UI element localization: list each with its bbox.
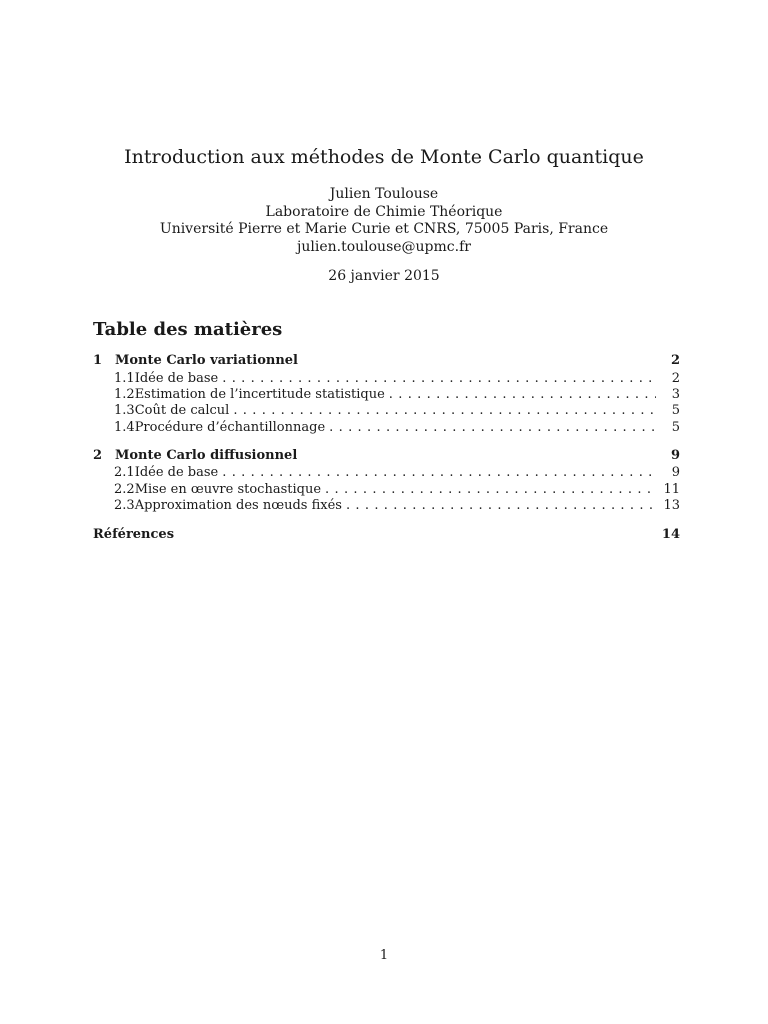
toc-subsection-2-2[interactable] — [93, 482, 680, 499]
toc-subsection-1-3[interactable] — [93, 403, 680, 420]
document-title: Introduction aux méthodes de Monte Carlo quantique — [124, 146, 644, 168]
toc-page-number: 5 — [671, 420, 680, 435]
toc-dot-leader — [325, 482, 656, 497]
toc-subsection-label: Mise en œuvre stochastique — [134, 482, 322, 497]
toc-page-number: 2 — [671, 371, 680, 386]
toc-subsection-label: Estimation de l’incertitude statistique — [134, 387, 385, 402]
toc-subsection-2-3[interactable] — [93, 498, 680, 515]
toc-page-number: 11 — [663, 482, 680, 497]
toc-references-label: Références — [93, 527, 175, 542]
toc-section-1[interactable] — [93, 353, 680, 370]
toc-heading: Table des matières — [93, 319, 283, 340]
toc-page-number: 3 — [671, 387, 680, 402]
toc-page-number: 13 — [663, 498, 680, 513]
toc-subsection-number: 1.4 — [114, 420, 135, 435]
author-email: julien.toulouse@upmc.fr — [297, 238, 471, 255]
toc-subsection-2-1[interactable] — [93, 465, 680, 482]
toc-subsection-label: Procédure d’échantillonnage — [134, 420, 326, 435]
toc-subsection-label: Idée de base — [134, 465, 219, 480]
toc-subsection-1-1[interactable] — [93, 371, 680, 388]
toc-page-number: 14 — [661, 527, 680, 542]
toc-dot-leader — [389, 387, 656, 402]
author-university: Université Pierre et Marie Curie et CNRS, 75005 Paris, France — [159, 221, 609, 237]
toc-references[interactable] — [93, 527, 680, 544]
toc-subsection-label: Idée de base — [134, 371, 219, 386]
toc-subsection-number: 2.1 — [114, 465, 135, 480]
toc-dot-leader — [222, 465, 656, 480]
toc-dot-leader — [329, 420, 656, 435]
toc-subsection-number: 2.2 — [114, 482, 135, 497]
toc-page-number: 2 — [670, 353, 680, 368]
toc-page-number: 5 — [671, 403, 680, 418]
toc-section-label: Monte Carlo variationnel — [115, 353, 298, 368]
toc-subsection-number: 2.3 — [114, 498, 135, 513]
toc-subsection-1-4[interactable] — [93, 420, 680, 437]
author-block — [0, 186, 768, 256]
toc-section-number: 1 — [93, 353, 103, 368]
document-date: 26 janvier 2015 — [328, 268, 440, 284]
toc-subsection-1-2[interactable] — [93, 387, 680, 404]
toc-section-number: 2 — [93, 448, 103, 463]
toc-subsection-number: 1.2 — [114, 387, 135, 402]
author-lab: Laboratoire de Chimie Théorique — [265, 203, 503, 220]
toc-subsection-number: 1.1 — [114, 371, 135, 386]
toc-dot-leader — [222, 371, 656, 386]
toc-page-number: 9 — [670, 448, 680, 463]
toc-section-2[interactable] — [93, 448, 680, 465]
toc-subsection-label: Coût de calcul — [134, 403, 230, 418]
toc-subsection-label: Approximation des nœuds fixés — [134, 498, 342, 513]
toc-page-number: 9 — [671, 465, 680, 480]
page-number: 1 — [379, 948, 389, 963]
toc-section-label: Monte Carlo diffusionnel — [115, 448, 298, 463]
toc-subsection-number: 1.3 — [114, 403, 135, 418]
toc-dot-leader — [346, 498, 656, 513]
author-name: Julien Toulouse — [329, 186, 439, 202]
toc-dot-leader — [233, 403, 656, 418]
